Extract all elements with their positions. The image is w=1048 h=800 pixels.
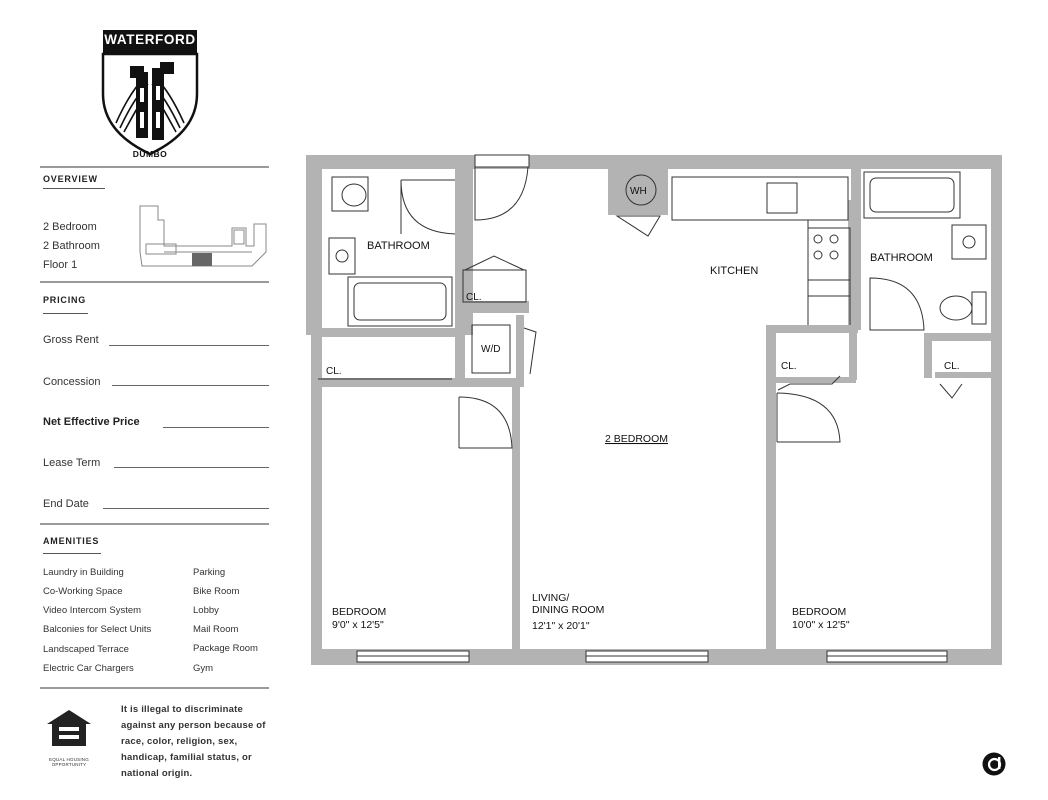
- closet-label: CL.: [781, 361, 797, 372]
- closet-label: CL.: [326, 366, 342, 377]
- pricing-gross-rent-label: Gross Rent: [43, 334, 99, 346]
- overview-line-bathrooms: 2 Bathroom: [43, 240, 100, 252]
- overview-line-floor: Floor 1: [43, 259, 78, 271]
- closet-label: CL.: [944, 361, 960, 372]
- fair-housing-notice: It is illegal to discriminate against any person because of race, color, religion, sex, handicap, familial status, or national origin.: [121, 704, 266, 779]
- overview-line-bedrooms: 2 Bedroom: [43, 221, 97, 233]
- room-label-bedroom-left: BEDROOM: [332, 606, 387, 618]
- amenity-item: Package Room: [193, 643, 258, 654]
- amenity-item: Video Intercom System: [43, 605, 142, 616]
- pricing-title: PRICING: [43, 295, 87, 305]
- room-label-living: LIVING/: [532, 592, 570, 604]
- amenity-item: Landscaped Terrace: [43, 644, 129, 655]
- room-label-bathroom-right: BATHROOM: [870, 252, 933, 264]
- room-dimension-living: 12'1" x 20'1": [532, 620, 590, 632]
- overview-title: OVERVIEW: [43, 174, 98, 184]
- amenity-item: Bike Room: [193, 586, 240, 597]
- pricing-net-effective-label: Net Effective Price: [43, 416, 140, 428]
- amenity-item: Lobby: [193, 605, 219, 616]
- pricing-concession-label: Concession: [43, 376, 101, 388]
- plan-title: 2 BEDROOM: [605, 433, 669, 445]
- room-label-bedroom-right: BEDROOM: [792, 606, 847, 618]
- room-dimension-bedroom-right: 10'0" x 12'5": [792, 619, 850, 631]
- room-dimension-bedroom-left: 9'0" x 12'5": [332, 619, 384, 631]
- brand-subname: DUMBO: [132, 149, 168, 159]
- room-label-dining: DINING ROOM: [532, 604, 605, 616]
- brand-name: WATERFORD: [104, 32, 196, 47]
- amenities-title: AMENITIES: [43, 536, 100, 546]
- pricing-end-date-label: End Date: [43, 498, 89, 510]
- room-label-bathroom-left: BATHROOM: [367, 240, 430, 252]
- amenity-item: Co-Working Space: [43, 586, 123, 597]
- amenity-item: Mail Room: [193, 624, 239, 635]
- plan-walls: [306, 155, 1002, 665]
- room-label-wd: W/D: [481, 344, 501, 355]
- amenity-item: Balconies for Select Units: [43, 624, 152, 635]
- amenity-item: Parking: [193, 567, 226, 578]
- pricing-lease-term-label: Lease Term: [43, 457, 101, 469]
- closet-label: CL.: [466, 292, 482, 303]
- amenity-item: Electric Car Chargers: [43, 663, 134, 674]
- room-label-wh: WH: [630, 186, 647, 197]
- amenity-item: Gym: [193, 663, 214, 674]
- amenity-item: Laundry in Building: [43, 567, 124, 578]
- room-label-kitchen: KITCHEN: [710, 265, 759, 277]
- equal-housing-caption: EQUAL HOUSING OPPORTUNITY: [49, 757, 89, 767]
